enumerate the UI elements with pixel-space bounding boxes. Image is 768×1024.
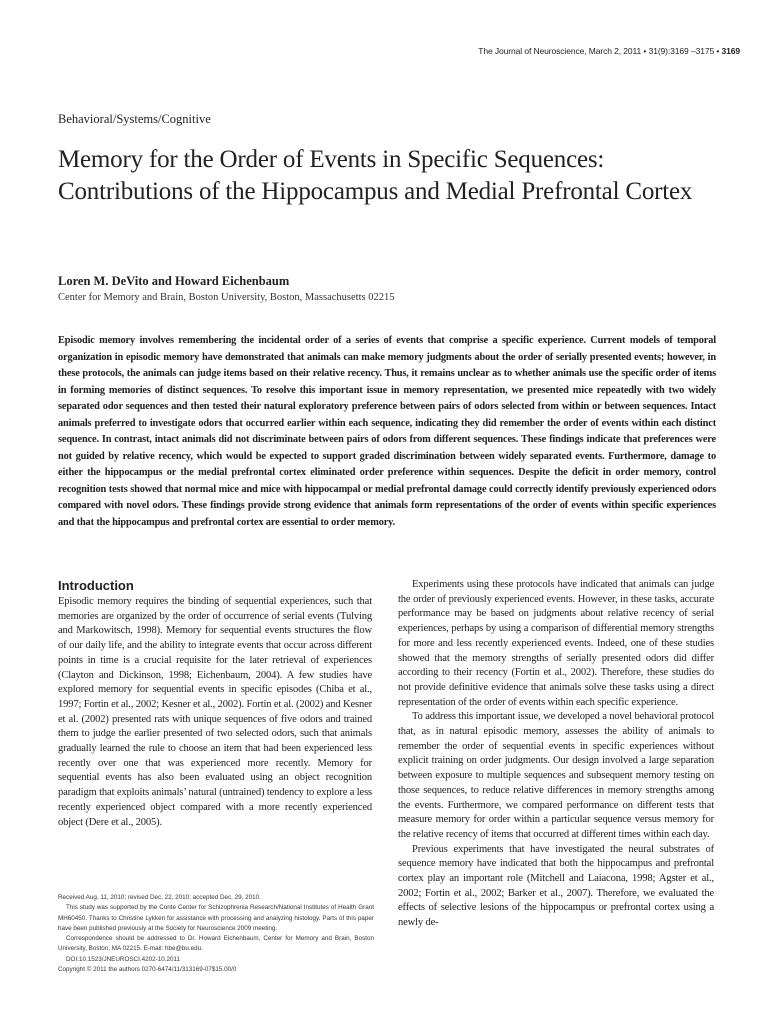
introduction-heading: Introduction bbox=[58, 578, 134, 593]
copyright: Copyright © 2011 the authors 0270-6474/11/313169-07$15.00/0 bbox=[58, 966, 237, 974]
running-head bbox=[478, 46, 740, 56]
abstract: Episodic memory involves remembering the incidental order of a series of events that comprise a specific experience. Current models of temporal organization in episodic memory have demonstrated that animals can make memory judgments about the order of serially presented events; however, in these protocols, the animals can judge items based on their relative recency. Thus, it remains unclear as to whether animals use the specific order of items in forming memories of distinct sequences. To resolve this important issue in memory representation, we presented mice repeatedly with two widely separated odor sequences and then tested their natural exploratory preference between pairs of odors selected from within or between sequences. Intact animals preferred to investigate odors that occurred earlier within each sequence, indicating they did remember the order of events within each distinct sequence. In contrast, intact animals did not discriminate between pairs of odors from different sequences. These findings indicate that preferences were not guided by relative recency, which would be expected to support graded discrimination between widely separated events. Furthermore, damage to either the hippocampus or the medial prefrontal cortex eliminated order preference within sequences. Despite the deficit in order memory, control recognition tests showed that normal mice and mice with hippocampal or medial prefrontal damage could correctly identify previously experienced odors compared with novel odors. These findings provide strong evidence that animals form representations of the order of events within specific experiences and that the hippocampus and prefrontal cortex are essential to order memory. bbox=[58, 335, 716, 528]
doi: DOI:10.1523/JNEUROSCI.4202-10.2011 bbox=[66, 955, 180, 963]
author-affiliation: Center for Memory and Brain, Boston University, Boston, Massachusetts 02215 bbox=[58, 292, 395, 303]
funding-note: This study was supported by the Conte Center for Schizophrenia Research/National Institutes of Health Grant MH60450. Thanks to Christine Lykken for assistance with processing and analyzing histology. Parts of this paper have been published previously at the Society for Neuroscience 2009 meeting. bbox=[58, 904, 374, 932]
correspondence-note: Correspondence should be addressed to Dr. Howard Eichenbaum, Center for Memory and Brain, Boston University, Boston, MA 02215. E-mail: hbe@bu.edu. bbox=[58, 935, 374, 953]
page-number: 3169 bbox=[721, 46, 740, 56]
intro-paragraph-2: Experiments using these protocols have indicated that animals can judge the order of previously experienced events. However, in these tasks, accurate performance may be based on judgments about relative recency of serial experiences, perhaps by using a comparison of differential memory strengths for more and less recently experienced events. Indeed, one of these studies showed that the memory strengths of serially presented odors did differ according to their recency (Fortin et al., 2002). Therefore, these studies do not provide definitive evidence that animals solve these tasks using a direct representation of the order of events within each specific experience. bbox=[398, 579, 714, 708]
right-column bbox=[398, 578, 714, 931]
intro-paragraph-1: Episodic memory requires the binding of sequential experiences, such that memories are organized by the order of occurrence of serial events (Tulving and Markowitsch, 1998). Memory for sequential events structures the flow of our daily life, and the ability to integrate events that occur across different points in time is a crucial requisite for the later retrieval of experiences (Clayton and Dickinson, 1998; Eichenbaum, 2004). A few studies have explored memory for sequential events in specific episodes (Chiba et al., 1997; Fortin et al., 2002; Kesner et al., 2002). Fortin et al. (2002) and Kesner et al. (2002) presented rats with unique sequences of five odors and trained them to judge the earlier presented of two selected odors, such that animals gradually learned the rule to choose an item that had been experienced less recently over one that was experienced more recently. Memory for sequential events has also been evaluated using an object recognition paradigm that exploits animals’ natural (untrained) tendency to explore a less recently experienced object compared with a more recently experienced object (Dere et al., 2005). bbox=[58, 596, 372, 828]
footnotes bbox=[58, 893, 374, 975]
article-title: Memory for the Order of Events in Specific Sequences: Contributions of the Hippocampus and Medial Prefrontal Cortex bbox=[58, 146, 693, 205]
author-list: Loren M. DeVito and Howard Eichenbaum bbox=[58, 274, 290, 288]
received-dates: Received Aug. 11, 2010; revised Dec. 22, 2010; accepted Dec. 29, 2010. bbox=[58, 894, 261, 901]
intro-paragraph-3: To address this important issue, we developed a novel behavioral protocol that, as in natural episodic memory, assesses the ability of animals to remember the order of sequential events in specific experiences without explicit training on order judgments. Our design involved a large separation between exposure to multiple sequences and subsequent memory testing on those sequences, to reduce relative differences in memory strengths among the events. Furthermore, we compared performance on different tests that measure memory for order within a particular sequence versus memory for the relative recency of items that occurred at different times within each day. bbox=[398, 711, 714, 840]
section-label: Behavioral/Systems/Cognitive bbox=[58, 112, 211, 126]
intro-paragraph-4: Previous experiments that have investigated the neural substrates of sequence memory have indicated that both the hippocampus and prefrontal cortex play an important role (Mitchell and Laiacona, 1998; Agster et al., 2002; Fortin et al., 2002; Barker et al., 2007). Therefore, we evaluated the effects of selective lesions of the hippocampus or prefrontal cortex using a newly de- bbox=[398, 843, 714, 929]
left-column bbox=[58, 578, 372, 830]
journal-citation: The Journal of Neuroscience, March 2, 2011 • 31(9):3169 –3175 • bbox=[478, 46, 720, 56]
